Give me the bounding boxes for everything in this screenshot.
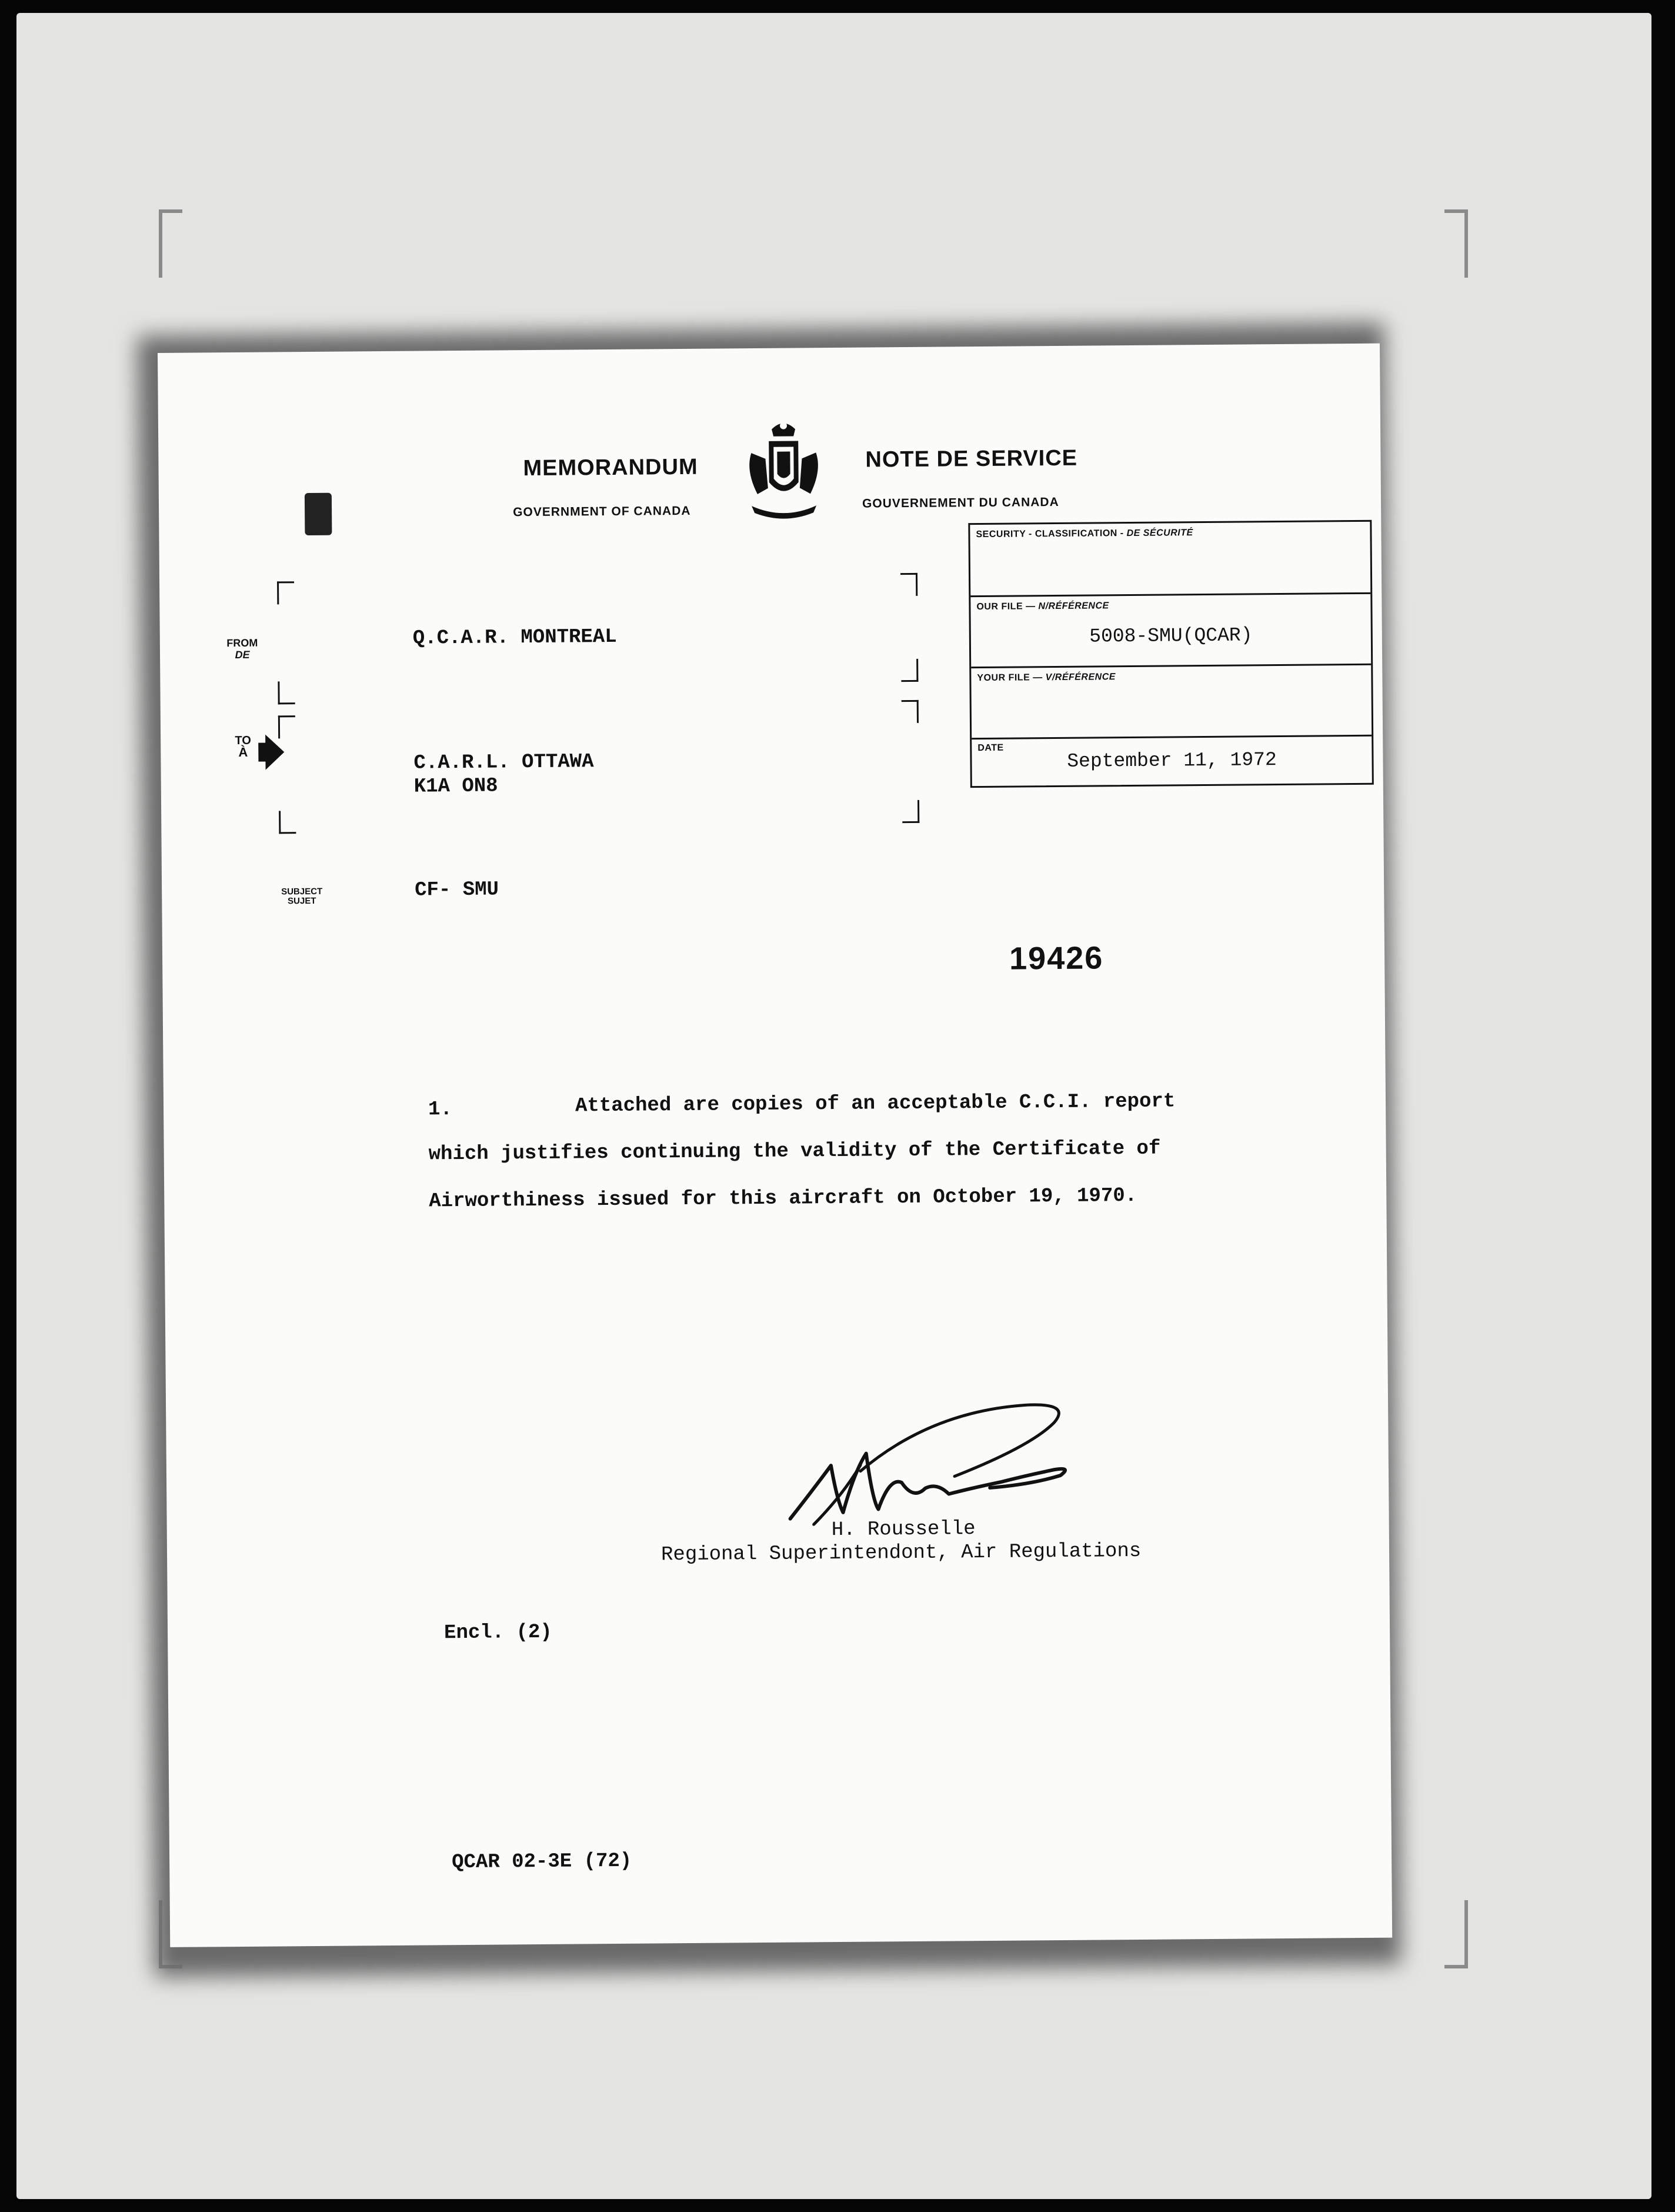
- body-line-3: Airworthiness issued for this aircraft on October 19, 1970.: [429, 1184, 1137, 1213]
- to-bracket-top: [278, 715, 295, 738]
- your-file-value: [972, 695, 1372, 698]
- subject-label: [272, 887, 331, 907]
- security-value: [970, 551, 1370, 554]
- from-bracket-top: [277, 581, 294, 604]
- subject-label-en: SUBJECT: [281, 886, 323, 897]
- body-line-1: Attached are copies of an acceptable C.C.I. report: [575, 1090, 1176, 1118]
- from-label-en: FROM: [226, 637, 258, 649]
- memo-title-fr: NOTE DE SERVICE: [865, 445, 1078, 472]
- signer-name: H. Rousselle: [831, 1518, 976, 1542]
- date-label: DATE: [977, 742, 1004, 754]
- address-bracket-right-lower: [902, 700, 919, 723]
- address-bracket-right-bottom: [902, 800, 919, 823]
- to-value-line2: K1A ON8: [413, 775, 498, 798]
- crop-mark-top-right: [1444, 209, 1468, 278]
- to-value-line1: C.A.R.L. OTTAWA: [413, 751, 594, 775]
- canada-coat-of-arms-icon: [739, 417, 828, 524]
- address-bracket-right-top: [900, 573, 917, 596]
- to-bracket-bottom: [279, 811, 296, 834]
- memo-title-en: MEMORANDUM: [523, 454, 698, 481]
- memorandum-sheet: [158, 344, 1392, 1947]
- to-label-fr: À: [238, 744, 248, 759]
- from-label: [219, 637, 266, 661]
- gov-name-en: GOVERNMENT OF CANADA: [513, 504, 691, 519]
- subject-value: CF- SMU: [415, 878, 499, 902]
- form-number: QCAR 02-3E (72): [452, 1850, 632, 1874]
- punch-hole: [305, 493, 332, 535]
- reference-box: [968, 520, 1374, 788]
- stamp-number: 19426: [1009, 940, 1104, 977]
- date-value: September 11, 1972: [1067, 749, 1277, 772]
- to-label: [225, 735, 261, 758]
- enclosure-note: Encl. (2): [443, 1621, 552, 1645]
- our-file-value: 5008-SMU(QCAR): [1089, 624, 1253, 648]
- security-label: SECURITY - CLASSIFICATION - DE SÉCURITÉ: [976, 528, 1193, 540]
- from-bracket-bottom: [278, 681, 295, 704]
- your-file-row: [971, 665, 1372, 739]
- to-arrow-icon: [265, 734, 284, 769]
- from-label-fr: DE: [235, 648, 250, 661]
- our-file-row: [970, 594, 1371, 668]
- subject-label-fr: SUJET: [288, 895, 316, 907]
- body-line-2: which justifies continuing the validity of the Certificate of: [428, 1137, 1161, 1166]
- your-file-label: YOUR FILE — V/RÉFÉRENCE: [977, 672, 1116, 684]
- gov-name-fr: GOUVERNEMENT DU CANADA: [862, 495, 1059, 511]
- crop-mark-top-left: [159, 209, 182, 278]
- address-bracket-right-mid: [901, 659, 918, 682]
- signer-title: Regional Superintendont, Air Regulations: [660, 1540, 1142, 1567]
- crop-mark-bottom-right: [1444, 1900, 1468, 1968]
- date-row: [972, 737, 1372, 786]
- from-value: Q.C.A.R. MONTREAL: [412, 625, 617, 650]
- to-label-en: TO: [235, 734, 251, 747]
- paragraph-number: 1.: [428, 1098, 453, 1121]
- our-file-label: OUR FILE — N/RÉFÉRENCE: [976, 601, 1109, 612]
- security-row: [970, 522, 1370, 597]
